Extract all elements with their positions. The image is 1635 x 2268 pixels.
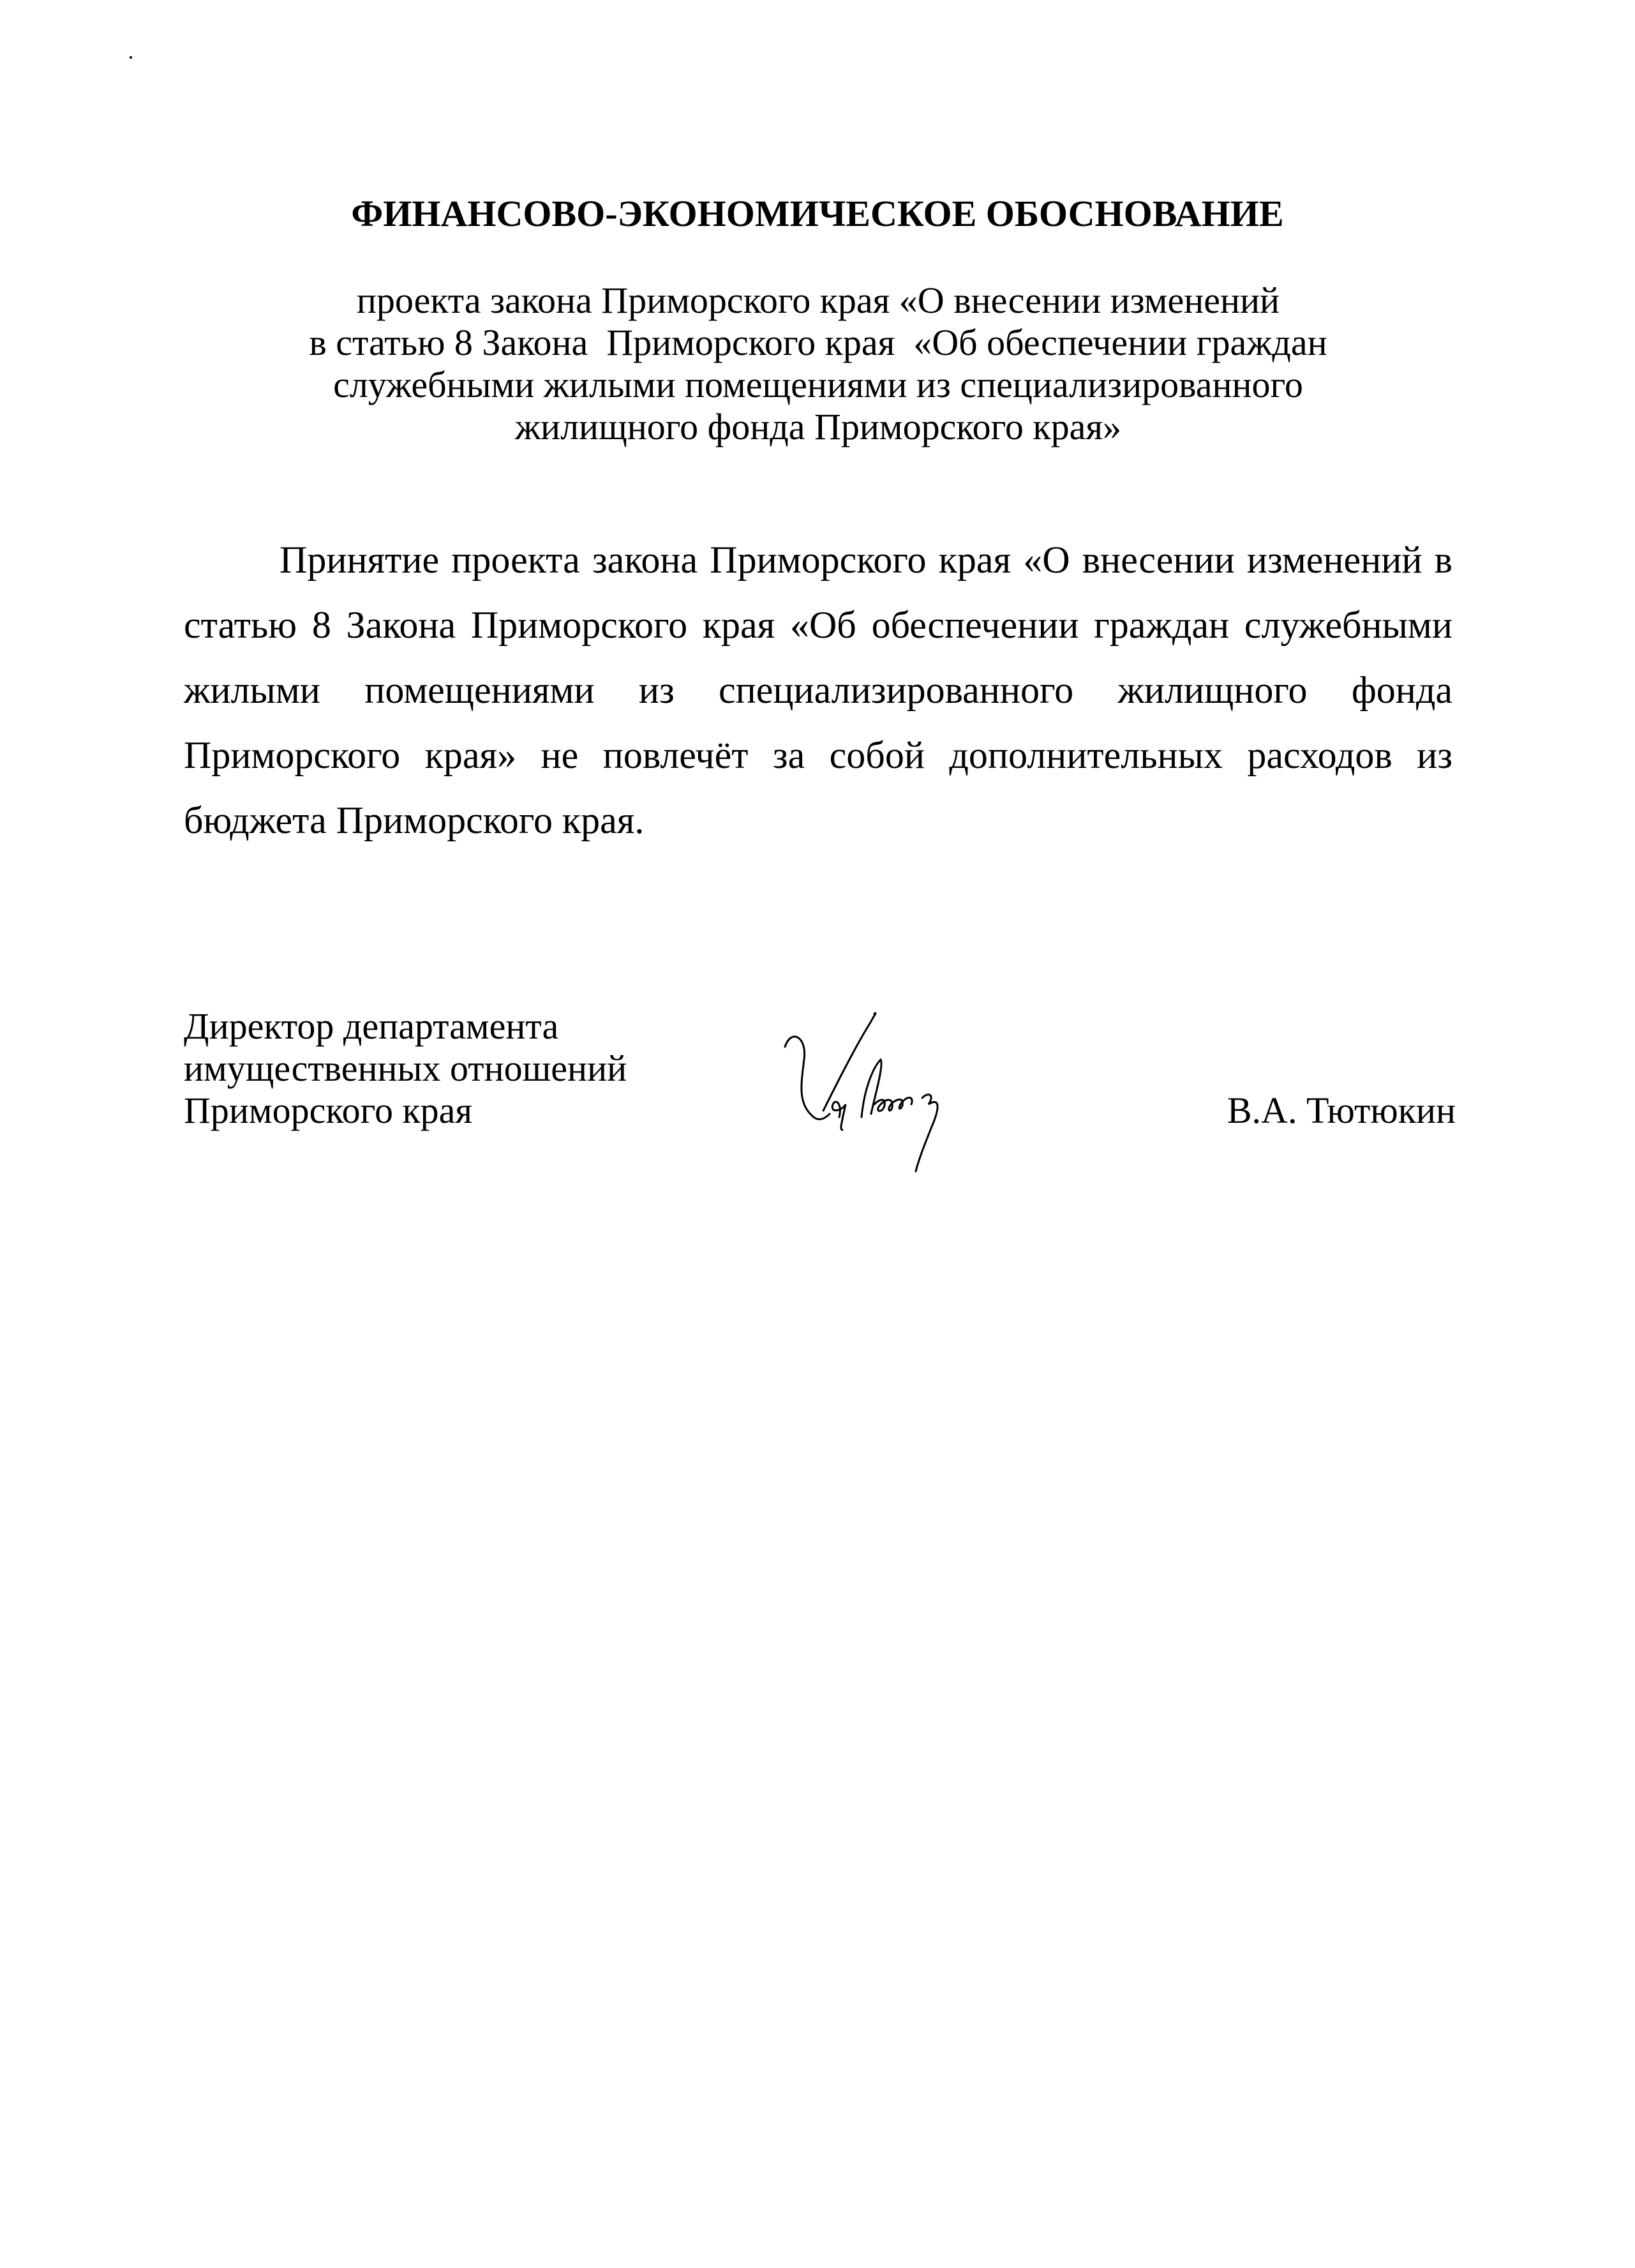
signatory-position [184,1005,627,1132]
scan-speck [130,56,132,59]
position-line: Приморского края [184,1090,473,1131]
position-line: Директор департамента [184,1005,559,1047]
handwritten-signature [779,1009,1047,1175]
subtitle-line: жилищного фонда Приморского края» [514,406,1122,447]
subtitle-line: в статью 8 Закона Приморского края «Об обеспечении граждан [309,322,1327,363]
subtitle-line: проекта закона Приморского края «О внесении изменений [356,280,1280,321]
document-title: ФИНАНСОВО-ЭКОНОМИЧЕСКОЕ ОБОСНОВАНИЕ [351,193,1284,234]
position-line: имущественных отношений [184,1048,627,1089]
signatory-name: В.А. Тютюкин [1227,1090,1456,1131]
document-subtitle [184,280,1452,448]
subtitle-line: служебными жилыми помещениями из специализированного [333,364,1303,405]
body-paragraph: Принятие проекта закона Приморского края «О внесении изменений в статью 8 Закона Приморского края «Об обеспечении граждан служебными жилыми помещениями из специализированного жилищного фонда Приморского края» не повлечёт за собой дополнительных расходов из бюджета Приморского края. [184,539,1452,841]
